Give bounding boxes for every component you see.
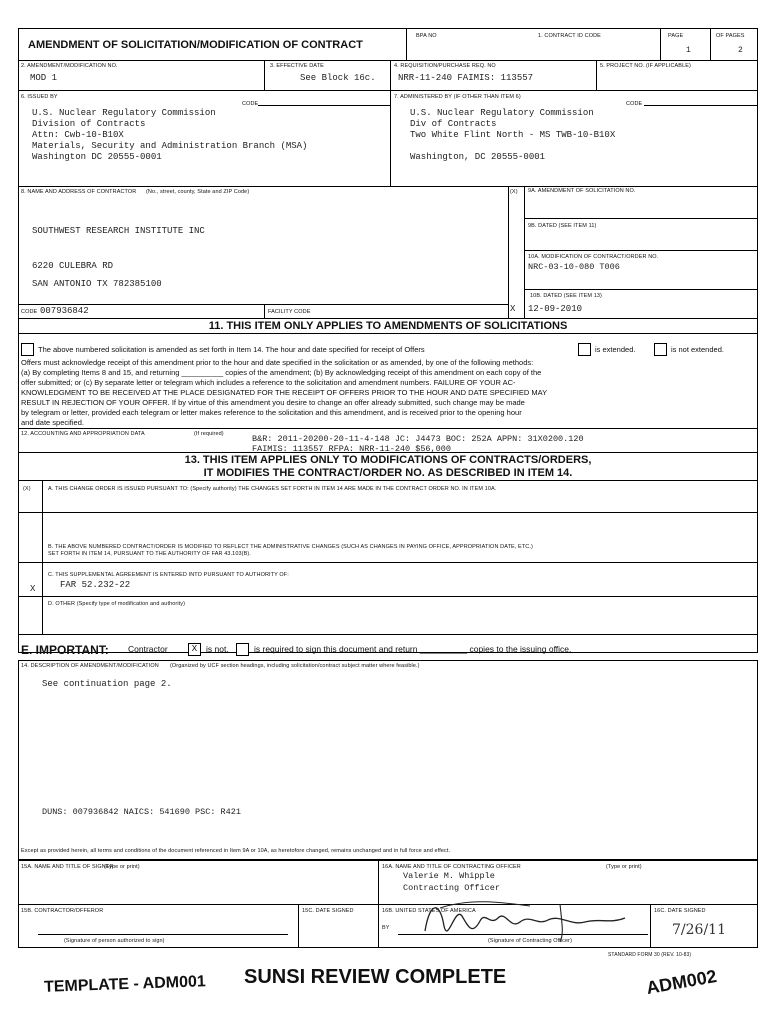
contractor-code-value: 007936842	[40, 306, 89, 316]
x-column-header: (X)	[510, 189, 518, 195]
page-value: 1	[686, 46, 691, 55]
accounting-label-note: (If required)	[194, 431, 224, 437]
contractor-code-label: CODE	[21, 309, 38, 315]
signer-15a-note: (Type or print)	[104, 864, 140, 870]
important-label: E. IMPORTANT:	[21, 643, 109, 657]
issued-by-line-3: Attn: Cwb-10-B10X	[32, 130, 124, 140]
by-label: BY	[382, 925, 390, 931]
item11-line1: The above numbered solicitation is amended as set forth in Item 14. The hour and date specified for receipt of Offers	[38, 345, 425, 354]
item13-c-mark: X	[30, 584, 36, 594]
important-is-required: is required to sign this document and return __________ copies to the issuing office.	[254, 644, 572, 654]
of-pages-label: OF PAGES	[716, 33, 745, 39]
signature-16b-note: (Signature of Contracting Officer)	[488, 938, 573, 944]
us-16b-label: 16B. UNITED STATES OF AMERICA	[382, 908, 476, 914]
co-name: Valerie M. Whipple	[403, 871, 495, 881]
item13-c-text: C. THIS SUPPLEMENTAL AGREEMENT IS ENTERED INTO PURSUANT TO AUTHORITY OF:	[48, 572, 289, 578]
important-contractor: Contractor	[128, 644, 168, 654]
item11-paragraph-6: by telegram or letter, provided each telegram or letter makes reference to the solicitation and this amendment, and is received prior to the opening hour	[21, 408, 522, 417]
accounting-label: 12. ACCOUNTING AND APPROPRIATION DATA	[21, 431, 145, 437]
accounting-line-2: FAIMIS: 113557 RFPA: NRR-11-240 $56,000	[252, 444, 451, 454]
is-not-extended-checkbox[interactable]	[654, 343, 667, 356]
signer-15a-label: 15A. NAME AND TITLE OF SIGNER	[21, 864, 114, 870]
issued-by-line-4: Materials, Security and Administration Branch (MSA)	[32, 141, 308, 151]
important-is-not: is not,	[206, 644, 229, 654]
co-16a-note: (Type or print)	[606, 864, 642, 870]
contractor-street: 6220 CULEBRA RD	[32, 261, 114, 271]
co-title: Contracting Officer	[403, 883, 500, 893]
standard-form-label: STANDARD FORM 30 (REV. 10-83)	[608, 952, 692, 958]
is-not-extended-label: is not extended.	[671, 345, 724, 354]
issued-by-code-label: CODE	[242, 101, 259, 107]
issued-by-line-5: Washington DC 20555-0001	[32, 152, 162, 162]
item14-box	[18, 660, 758, 860]
requisition-label: 4. REQUISITION/PURCHASE REQ. NO	[394, 63, 496, 69]
item13-c-value: FAR 52.232-22	[60, 580, 131, 590]
item14-footer-ids: DUNS: 007936842 NAICS: 541690 PSC: R421	[42, 807, 241, 817]
item11-paragraph-2: (a) By completing Items 8 and 15, and returning __________ copies of the amendment; (b) By acknowledging receipt of this amendment on each copy of the	[21, 368, 542, 377]
project-no-label: 5. PROJECT NO. (IF APPLICABLE)	[600, 63, 691, 69]
administered-by-code-label: CODE	[626, 101, 643, 107]
accounting-line-1: B&R: 2011-20200-20-11-4-148 JC: J4473 BOC: 252A APPN: 31X0200.120	[252, 434, 584, 444]
item11-paragraph-4: KNOWLEDGMENT TO BE RECEIVED AT THE PLACE DESIGNATED FOR THE RECEIPT OF OFFERS PRIOR TO THE HOUR AND DATE SPECIFIED MAY	[21, 388, 548, 397]
co-16a-label: 16A. NAME AND TITLE OF CONTRACTING OFFICER	[382, 864, 521, 870]
contractor-city: SAN ANTONIO TX 782385100	[32, 279, 162, 289]
contractor-label-note: (No., street, county, State and ZIP Code)	[146, 189, 250, 195]
item11-paragraph-1: Offers must acknowledge receipt of this amendment prior to the hour and date specified in the solicitation or as amended, by one of the following methods:	[21, 358, 534, 367]
item13-a-text: A. THIS CHANGE ORDER IS ISSUED PURSUANT TO: (Specify authority) THE CHANGES SET FORTH IN ITEM 14 ARE MADE IN THE CONTRACT ORDER NO. IN ITEM 10A.	[48, 486, 497, 492]
issued-by-label: 6. ISSUED BY	[21, 94, 58, 100]
adm-stamp: ADM002	[644, 965, 719, 999]
administered-by-line-2: Div of Contracts	[410, 119, 497, 129]
sunsi-stamp: SUNSI REVIEW COMPLETE	[244, 966, 507, 988]
date-16c-value: 7/26/11	[672, 922, 726, 938]
amendment-form	[18, 28, 758, 958]
dated-9b-label: 9B. DATED (SEE ITEM 11)	[528, 223, 597, 229]
effective-date-value: See Block 16c.	[300, 73, 376, 83]
item11-paragraph-3: offer submitted; or (c) By separate letter or telegram which includes a reference to the solicitation and amendment numbers. FAILURE OF YOUR AC-	[21, 378, 516, 387]
is-not-checkbox[interactable]: X	[188, 643, 201, 656]
page-label: PAGE	[668, 33, 684, 39]
administered-by-line-4: Washington, DC 20555-0001	[410, 152, 546, 162]
item14-label-note: (Organized by UCF section headings, including solicitation/contract subject matter where feasible.)	[170, 663, 420, 669]
date-15c-label: 15C. DATE SIGNED	[302, 908, 354, 914]
except-note: Except as provided herein, all terms and conditions of the document referenced in Item 9A or 10A, as heretofore changed, remains unchanged and in full force and effect.	[21, 848, 451, 854]
administered-by-line-1: U.S. Nuclear Regulatory Commission	[410, 108, 594, 118]
administered-by-label: 7. ADMINISTERED BY (IF OTHER THAN ITEM 6)	[394, 94, 521, 100]
is-extended-label: is extended.	[595, 345, 636, 354]
bpa-no-label: BPA NO	[416, 33, 437, 39]
date-16c-label: 16C. DATE SIGNED	[654, 908, 706, 914]
mod-10a-value: NRC-03-10-080 T006	[528, 262, 620, 272]
dated-10b-value: 12-09-2010	[528, 304, 583, 314]
contractor-15b-label: 15B. CONTRACTOR/OFFEROR	[21, 908, 104, 914]
item13-b-text-2: SET FORTH IN ITEM 14, PURSUANT TO THE AUTHORITY OF FAR 43.103(B).	[48, 551, 251, 557]
of-pages-value: 2	[738, 46, 743, 55]
facility-code-label: FACILITY CODE	[268, 309, 311, 315]
amendment-9a-label: 9A. AMENDMENT OF SOLICITATION NO.	[528, 188, 636, 194]
form-title: AMENDMENT OF SOLICITATION/MODIFICATION OF CONTRACT	[28, 39, 363, 51]
dated-10b-label: 10B. DATED (SEE ITEM 13)	[530, 293, 602, 299]
signature-15b-note: (Signature of person authorized to sign)	[64, 938, 165, 944]
item11-paragraph-5: RESULT IN REJECTION OF YOUR OFFER. If by virtue of this amendment you desire to change an offer already submitted, such change may be made	[21, 398, 525, 407]
administered-by-line-3: Two White Flint North - MS TWB-10-B10X	[410, 130, 616, 140]
item11-title: 11. THIS ITEM ONLY APPLIES TO AMENDMENTS OF SOLICITATIONS	[208, 320, 568, 332]
item11-paragraph-7: and date specified.	[21, 418, 84, 427]
item13-d-text: D. OTHER (Specify type of modification and authority)	[48, 601, 186, 607]
item14-label: 14. DESCRIPTION OF AMENDMENT/MODIFICATION	[21, 663, 159, 669]
is-required-checkbox[interactable]	[236, 643, 249, 656]
issued-by-line-1: U.S. Nuclear Regulatory Commission	[32, 108, 216, 118]
item13-title-1: 13. THIS ITEM APPLIES ONLY TO MODIFICATIONS OF CONTRACTS/ORDERS,	[184, 454, 592, 466]
item13-title-2: IT MODIFIES THE CONTRACT/ORDER NO. AS DESCRIBED IN ITEM 14.	[203, 467, 573, 479]
item13-b-text-1: B. THE ABOVE NUMBERED CONTRACT/ORDER IS MODIFIED TO REFLECT THE ADMINISTRATIVE CHANGES (SUCH AS CHANGES IN PAYING OFFICE, APPROPRIATION DATE, ETC.)	[48, 544, 533, 550]
contract-id-code-label: 1. CONTRACT ID CODE	[538, 33, 601, 39]
item14-body: See continuation page 2.	[42, 679, 172, 689]
amendment-no-value: MOD 1	[30, 73, 58, 83]
x-mark-10b: X	[510, 304, 516, 314]
contractor-label: 8. NAME AND ADDRESS OF CONTRACTOR	[21, 189, 137, 195]
co-signature	[410, 896, 630, 946]
template-stamp: TEMPLATE - ADM001	[43, 973, 207, 996]
mod-10a-label: 10A. MODIFICATION OF CONTRACT/ORDER NO.	[528, 254, 659, 260]
issued-by-line-2: Division of Contracts	[32, 119, 146, 129]
requisition-value: NRR-11-240 FAIMIS: 113557	[398, 73, 534, 83]
effective-date-label: 3. EFFECTIVE DATE	[270, 63, 324, 69]
amendment-no-label: 2. AMENDMENT/MODIFICATION NO.	[21, 63, 118, 69]
contractor-name: SOUTHWEST RESEARCH INSTITUTE INC	[32, 226, 205, 236]
item13-x-header: (X)	[23, 486, 31, 492]
solicitation-amended-checkbox[interactable]	[21, 343, 34, 356]
is-extended-checkbox[interactable]	[578, 343, 591, 356]
